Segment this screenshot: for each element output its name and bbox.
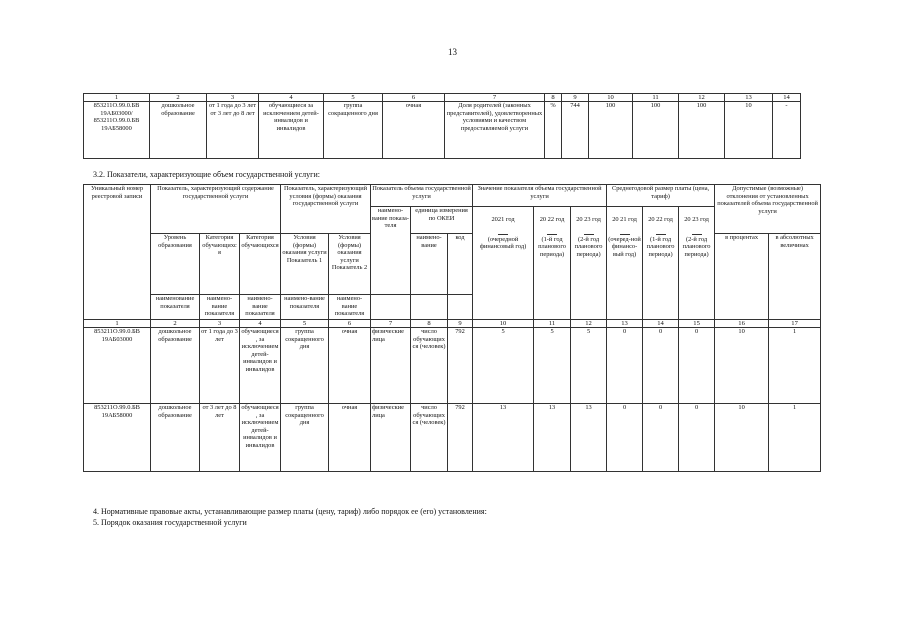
page-number: 13 bbox=[448, 47, 457, 57]
table-cell: 100 bbox=[679, 102, 725, 159]
header-deviation-percent: в процентах bbox=[715, 234, 769, 320]
table-cell: 792 bbox=[448, 404, 473, 472]
name-row-cell: наименование показателя bbox=[151, 295, 200, 320]
table-cell: обучающиеся, за исключением детей-инвалидов и инвалидов bbox=[240, 328, 281, 404]
table-header-row bbox=[84, 320, 821, 328]
col-number: 13 bbox=[607, 320, 643, 328]
category-subheader: Категория обучающихся bbox=[200, 234, 240, 295]
col-number: 14 bbox=[643, 320, 679, 328]
header-unit: единица измерения по ОКЕИ bbox=[411, 207, 473, 234]
header-volume-value: Значение показателя объема государственной услуги bbox=[473, 185, 607, 207]
year-label: 20 23 год bbox=[679, 207, 715, 234]
table-cell: от 1 года до 3 лет bbox=[200, 328, 240, 404]
table-cell: 853211О.99.0.БВ 19АБ58000 bbox=[84, 404, 151, 472]
table-cell: 0 bbox=[643, 404, 679, 472]
table-cell: 1 bbox=[769, 404, 821, 472]
header-unit-code: код bbox=[448, 234, 473, 295]
table-cell: 744 bbox=[562, 102, 589, 159]
col-number: 3 bbox=[207, 94, 259, 102]
table-cell: 0 bbox=[607, 328, 643, 404]
col-number: 14 bbox=[773, 94, 801, 102]
table-cell: 10 bbox=[715, 404, 769, 472]
col-number: 12 bbox=[571, 320, 607, 328]
table-cell: физические лица bbox=[371, 328, 411, 404]
col-number: 1 bbox=[84, 320, 151, 328]
table-cell: группа сокращенного дня bbox=[281, 404, 329, 472]
table-row bbox=[84, 328, 821, 404]
table-cell: 5 bbox=[571, 328, 607, 404]
table-cell: физические лица bbox=[371, 404, 411, 472]
condition-subheader: Условия (формы) оказания услуги Показатель 1 bbox=[281, 234, 329, 295]
header-volume-indicator: Показатель объема государственной услуги bbox=[371, 185, 473, 207]
col-number: 4 bbox=[259, 94, 324, 102]
col-number: 11 bbox=[534, 320, 571, 328]
education-level-subheader: Уровень образования bbox=[151, 234, 200, 295]
col-number: 9 bbox=[562, 94, 589, 102]
col-number: 11 bbox=[633, 94, 679, 102]
col-number: 6 bbox=[383, 94, 445, 102]
table-cell: дошкольное образование bbox=[151, 328, 200, 404]
table-cell: обучающиеся, за исключением детей-инвалидов и инвалидов bbox=[240, 404, 281, 472]
section-3-2-heading: 3.2. Показатели, характеризующие объем государственной услуги: bbox=[93, 170, 320, 179]
col-number: 5 bbox=[281, 320, 329, 328]
header-average-price: Среднегодовой размер платы (цена, тариф) bbox=[607, 185, 715, 207]
table-cell: 5 bbox=[473, 328, 534, 404]
volume-table bbox=[83, 184, 821, 472]
table-header-row bbox=[84, 94, 801, 102]
year-sublabel: (1-й год планового периода) bbox=[643, 234, 679, 320]
table-cell: очная bbox=[329, 404, 371, 472]
table-cell: 853211О.99.0.БВ 19АБ03000 bbox=[84, 328, 151, 404]
col-number: 6 bbox=[329, 320, 371, 328]
table-cell: 13 bbox=[473, 404, 534, 472]
col-number: 2 bbox=[151, 320, 200, 328]
year-label: 2021 год bbox=[473, 207, 534, 234]
col-number: 4 bbox=[240, 320, 281, 328]
table-cell: 0 bbox=[607, 404, 643, 472]
table-cell: % bbox=[545, 102, 562, 159]
year-label: 20 22 год bbox=[534, 207, 571, 234]
table-cell: от 1 года до 3 лет от 3 лет до 8 лет bbox=[207, 102, 259, 159]
col-number: 2 bbox=[150, 94, 207, 102]
name-row-cell: наимено-вание показателя bbox=[200, 295, 240, 320]
table-cell: 13 bbox=[534, 404, 571, 472]
col-number: 12 bbox=[679, 94, 725, 102]
table-row bbox=[84, 404, 821, 472]
table-cell: от 3 лет до 8 лет bbox=[200, 404, 240, 472]
table-cell: очная bbox=[329, 328, 371, 404]
table-header-row bbox=[84, 234, 821, 295]
table-cell: 0 bbox=[679, 404, 715, 472]
col-number: 17 bbox=[769, 320, 821, 328]
year-sublabel: (очеред-ной финансо-вый год) bbox=[607, 234, 643, 320]
name-row-cell: наимено-вание показателя bbox=[240, 295, 281, 320]
header-allowed-deviation: Допустимые (возможные) отклонения от установленных показателей объема государственной услуги bbox=[715, 185, 821, 234]
table-cell: Доля родителей (законных представителей), удовлетворенных условиями и качеством предоставляемой услуги bbox=[445, 102, 545, 159]
name-row-cell: наимено-вание показателя bbox=[281, 295, 329, 320]
table-cell: группа сокращенного дня bbox=[324, 102, 383, 159]
table-cell: число обучающихся (человек) bbox=[411, 404, 448, 472]
table-cell: 0 bbox=[679, 328, 715, 404]
year-sublabel: (2-й год планового периода) bbox=[679, 234, 715, 320]
table-cell: 5 bbox=[534, 328, 571, 404]
table-cell: обучающиеся за исключением детей-инвалидов и инвалидов bbox=[259, 102, 324, 159]
section-4-heading: 4. Нормативные правовые акты, устанавливающие размер платы (цену, тариф) либо порядок ее (его) установления: bbox=[93, 507, 487, 516]
header-content-indicator: Показатель, характеризующий содержание государственной услуги bbox=[151, 185, 281, 234]
col-number: 15 bbox=[679, 320, 715, 328]
col-number: 7 bbox=[445, 94, 545, 102]
col-number: 8 bbox=[411, 320, 448, 328]
col-number: 1 bbox=[84, 94, 150, 102]
category-subheader: Категория обучающихся bbox=[240, 234, 281, 295]
table-cell: 853211О.99.0.БВ 19АБ03000/ 853211О.99.0.БВ 19АБ58000 bbox=[84, 102, 150, 159]
table-cell: число обучающихся (человек) bbox=[411, 328, 448, 404]
year-label: 20 23 год bbox=[571, 207, 607, 234]
header-unit-name: наимено-вание bbox=[411, 234, 448, 295]
year-label: 20 21 год bbox=[607, 207, 643, 234]
quality-table bbox=[83, 93, 801, 159]
year-label: 20 22 год bbox=[643, 207, 679, 234]
col-number: 10 bbox=[589, 94, 633, 102]
table-cell: - bbox=[773, 102, 801, 159]
col-number: 8 bbox=[545, 94, 562, 102]
table-cell: 792 bbox=[448, 328, 473, 404]
table-row bbox=[84, 102, 801, 159]
col-number: 5 bbox=[324, 94, 383, 102]
condition-subheader: Условия (формы) оказания услуги Показатель 2 bbox=[329, 234, 371, 295]
header-deviation-absolute: в абсолютных величинах bbox=[769, 234, 821, 320]
header-conditions-indicator: Показатель, характеризующий условия (формы) оказания государственной услуги bbox=[281, 185, 371, 234]
empty-cell bbox=[448, 295, 473, 320]
table-cell: 100 bbox=[633, 102, 679, 159]
table-cell: очная bbox=[383, 102, 445, 159]
header-indicator-name: наимено-вание показа-теля bbox=[371, 207, 411, 295]
table-cell: группа сокращенного дня bbox=[281, 328, 329, 404]
col-number: 7 bbox=[371, 320, 411, 328]
header-registry-number: Уникальный номер реестровой записи bbox=[84, 185, 151, 320]
year-sublabel: (очередной финансовый год) bbox=[473, 234, 534, 320]
col-number: 10 bbox=[473, 320, 534, 328]
col-number: 13 bbox=[725, 94, 773, 102]
empty-cell bbox=[371, 295, 411, 320]
table-cell: 10 bbox=[725, 102, 773, 159]
table-cell: 100 bbox=[589, 102, 633, 159]
table-cell: дошкольное образование bbox=[150, 102, 207, 159]
table-cell: 1 bbox=[769, 328, 821, 404]
table-cell: 13 bbox=[571, 404, 607, 472]
section-5-heading: 5. Порядок оказания государственной услуги bbox=[93, 518, 247, 527]
year-sublabel: (1-й год планового периода) bbox=[534, 234, 571, 320]
table-cell: дошкольное образование bbox=[151, 404, 200, 472]
year-sublabel: (2-й год планового периода) bbox=[571, 234, 607, 320]
table-cell: 0 bbox=[643, 328, 679, 404]
col-number: 16 bbox=[715, 320, 769, 328]
col-number: 3 bbox=[200, 320, 240, 328]
col-number: 9 bbox=[448, 320, 473, 328]
table-header-row bbox=[84, 185, 821, 207]
empty-cell bbox=[411, 295, 448, 320]
name-row-cell: наимено-вание показателя bbox=[329, 295, 371, 320]
table-cell: 10 bbox=[715, 328, 769, 404]
